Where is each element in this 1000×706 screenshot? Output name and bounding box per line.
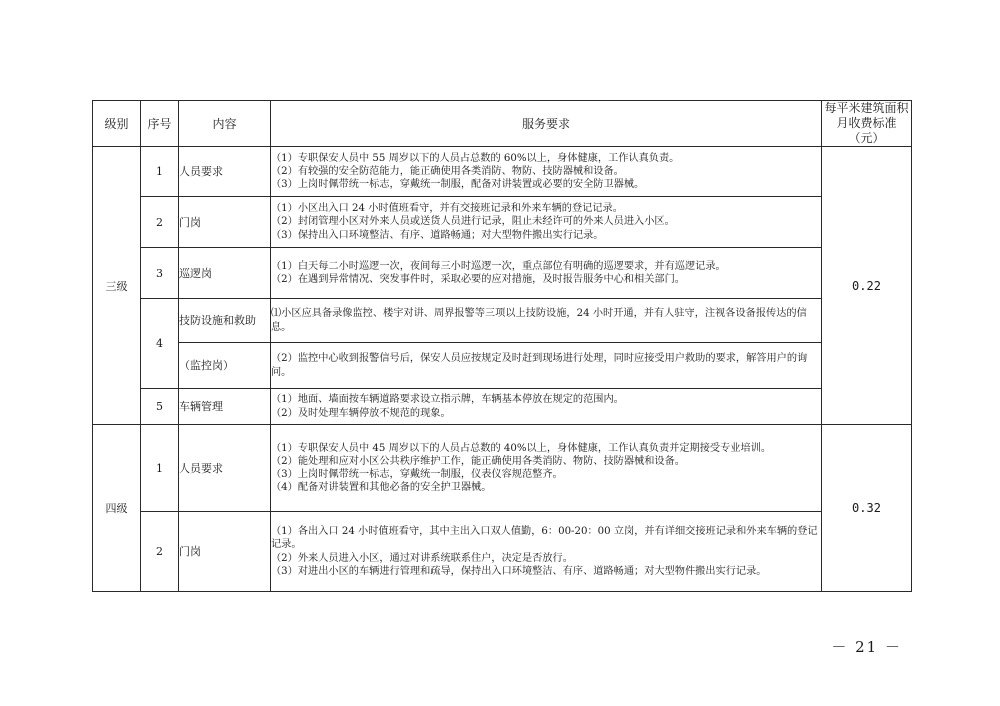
requirement-cell [271, 147, 822, 197]
requirement-line: ⑴小区应具备录像监控、楼宇对讲、周界报警等三项以上技防设施，24 小时开通，并有人驻守，注视各设备报传达的信息。 [271, 308, 807, 333]
content-cell: 巡逻岗 [179, 248, 271, 299]
requirement-line: （1）白天每二小时巡逻一次，夜间每三小时巡逻一次，重点部位有明确的巡逻要求，并有巡逻记录。 [271, 260, 726, 272]
requirement-line: （3）上岗时佩带统一标志，穿戴统一制服，配备对讲装置或必要的安全防卫器械。 [271, 179, 645, 191]
requirement-line: （3）上岗时佩带统一标志，穿戴统一制服，仪表仪容规范整齐。 [271, 469, 563, 480]
requirement-line: （3）保持出入口环境整洁、有序、道路畅通；对大型物件搬出实行记录。 [271, 229, 604, 241]
requirement-cell [271, 343, 822, 389]
table-header-row [93, 101, 912, 147]
table-row [93, 425, 912, 512]
table-row [93, 197, 912, 248]
requirement-line: （2）封闭管理小区对外来人员或送货人员进行记录，阻止未经许可的外来人员进入小区。 [271, 216, 675, 228]
seq-cell: 2 [141, 197, 179, 248]
table-row [93, 299, 912, 343]
requirement-line: （2）监控中心收到报警信号后，保安人员应按规定及时赶到现场进行处理，同时应接受用户救助的要求，解答用户的询问。 [271, 353, 808, 378]
requirement-cell [271, 197, 822, 248]
level-cell: 三级 [93, 147, 141, 425]
header-fee-line1: 每平米建筑面积 [824, 101, 909, 115]
requirement-cell [271, 425, 822, 512]
requirement-line: （2）能处理和应对小区公共秩序维护工作，能正确使用各类消防、物防、技防器械和设备。 [271, 455, 685, 467]
level-cell: 四级 [93, 425, 141, 592]
header-fee [822, 101, 912, 147]
seq-cell: 5 [141, 389, 179, 425]
requirement-cell [271, 512, 822, 592]
content-cell: 人员要求 [179, 147, 271, 197]
table-row [93, 248, 912, 299]
seq-cell: 2 [141, 512, 179, 592]
requirement-line: （2）外来人员进入小区，通过对讲系统联系住户，决定是否放行。 [271, 552, 573, 564]
service-standards-table [92, 100, 912, 592]
header-fee-line2: 月收费标准（元） [836, 116, 897, 145]
content-cell: 人员要求 [179, 425, 271, 512]
requirement-line: （3）对进出小区的车辆进行管理和疏导，保持出入口环境整洁、有序、道路畅通；对大型物件搬出实行记录。 [271, 565, 767, 577]
table-row [93, 343, 912, 389]
seq-cell: 1 [141, 147, 179, 197]
requirement-line: （1）专职保安人员中 55 周岁以下的人员占总数的 60%以上，身体健康，工作认真负责。 [271, 152, 680, 164]
seq-cell: 4 [141, 299, 179, 389]
requirement-line: （2）在遇到异常情况、突发事件时，采取必要的应对措施，及时报告服务中心和相关部门。 [271, 274, 685, 285]
header-content: 内容 [179, 101, 271, 147]
seq-cell: 1 [141, 425, 179, 512]
table-row [93, 147, 912, 197]
requirement-line: （2）及时处理车辆停放不规范的现象。 [271, 407, 451, 419]
fee-cell: 0.22 [822, 147, 912, 425]
requirement-line: （1）专职保安人员中 45 周岁以下的人员占总数的 40%以上，身体健康，工作认真负责并定期接受专业培训。 [271, 442, 772, 454]
content-cell: （监控岗） [179, 343, 271, 389]
requirement-cell [271, 248, 822, 299]
table-row [93, 512, 912, 592]
requirement-line: （1）各出入口 24 小时值班看守，其中主出入口双人值勤，6：00-20：00 立岗，并有详细交接班记录和外来车辆的登记记录。 [271, 526, 818, 551]
requirement-line: （4）配备对讲装置和其他必备的安全护卫器械。 [271, 482, 492, 494]
header-level: 级别 [93, 101, 141, 147]
header-requirement: 服务要求 [271, 101, 822, 147]
requirement-line: （2）有较强的安全防范能力，能正确使用各类消防、物防、技防器械和设备。 [271, 165, 624, 177]
content-cell: 门岗 [179, 197, 271, 248]
content-cell: 车辆管理 [179, 389, 271, 425]
page-number: － 21 － [831, 638, 902, 656]
header-seq: 序号 [141, 101, 179, 147]
requirement-cell [271, 389, 822, 425]
requirement-line: （1）地面、墙面按车辆道路要求设立指示牌，车辆基本停放在规定的范围内。 [271, 394, 624, 406]
content-cell: 门岗 [179, 512, 271, 592]
content-cell: 技防设施和救助 [179, 299, 271, 343]
seq-cell: 3 [141, 248, 179, 299]
fee-cell: 0.32 [822, 425, 912, 592]
table-row [93, 389, 912, 425]
requirement-line: （1）小区出入口 24 小时值班看守，并有交接班记录和外来车辆的登记记录。 [271, 203, 623, 215]
requirement-cell [271, 299, 822, 343]
